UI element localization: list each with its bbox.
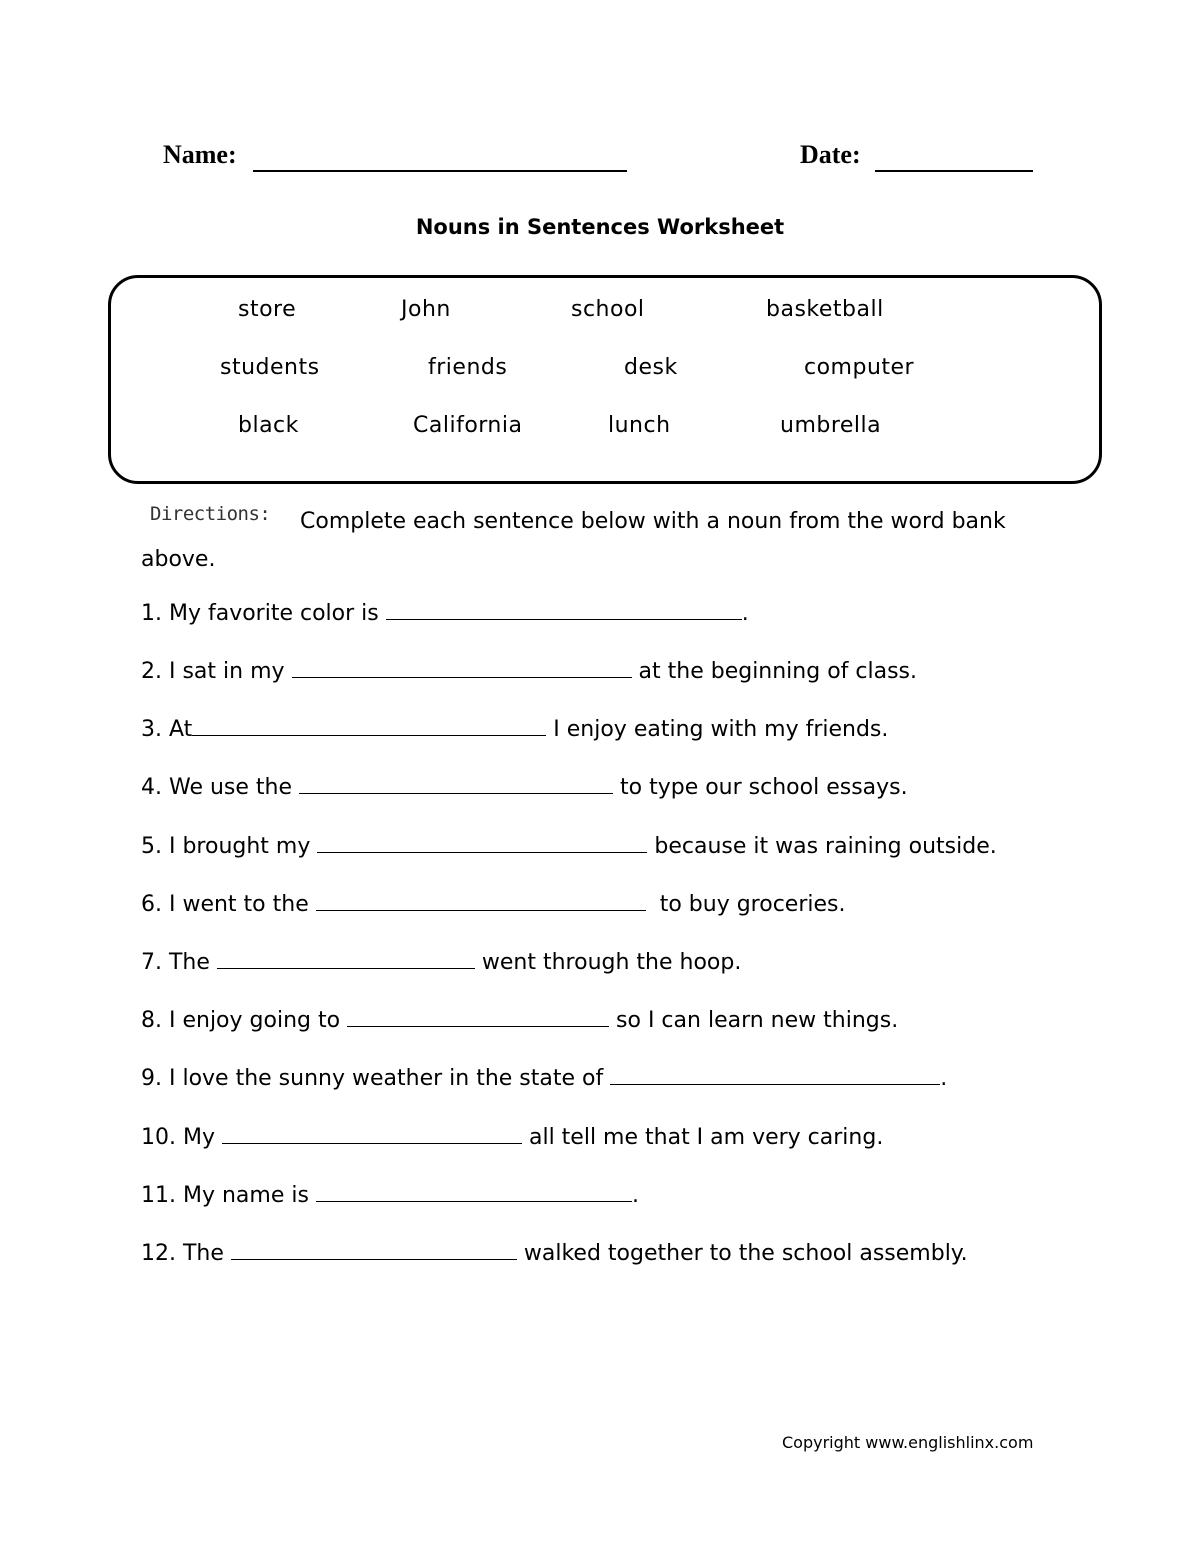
question-text: 1. My favorite color is: [141, 601, 386, 626]
question-text: 2. I sat in my: [141, 659, 292, 684]
question-text: 11. My name is: [141, 1183, 316, 1208]
word-bank-word: friends: [428, 355, 508, 380]
question-text: 10. My: [141, 1125, 222, 1150]
question-3: [141, 715, 888, 745]
answer-blank[interactable]: [217, 948, 475, 969]
question-11: [141, 1181, 639, 1211]
question-text: 3. At: [141, 717, 193, 742]
word-bank-word: California: [413, 413, 523, 438]
question-text: I enjoy eating with my friends.: [546, 717, 889, 742]
answer-blank[interactable]: [231, 1239, 517, 1260]
date-field[interactable]: [875, 170, 1033, 172]
date-label: Date:: [800, 140, 861, 169]
question-text: went through the hoop.: [474, 950, 742, 975]
answer-blank[interactable]: [299, 773, 613, 794]
worksheet-title: Nouns in Sentences Worksheet: [415, 215, 785, 239]
question-text: to buy groceries.: [645, 892, 846, 917]
word-bank-word: black: [238, 413, 299, 438]
answer-blank[interactable]: [386, 599, 742, 620]
question-text: .: [631, 1183, 639, 1208]
question-10: [141, 1123, 883, 1153]
question-12: [141, 1239, 968, 1269]
question-2: [141, 657, 917, 687]
answer-blank[interactable]: [192, 715, 546, 736]
question-text: .: [741, 601, 749, 626]
answer-blank[interactable]: [316, 1181, 632, 1202]
answer-blank[interactable]: [316, 890, 646, 911]
answer-blank[interactable]: [610, 1064, 940, 1085]
name-label: Name:: [163, 140, 237, 169]
question-text: 12. The: [141, 1241, 231, 1266]
question-text: .: [940, 1066, 948, 1091]
question-4: [141, 773, 908, 803]
question-text: walked together to the school assembly.: [516, 1241, 968, 1266]
question-6: [141, 890, 846, 920]
word-bank-word: basketball: [766, 297, 884, 322]
word-bank-word: umbrella: [780, 413, 882, 438]
word-bank-word: desk: [624, 355, 678, 380]
word-bank-word: lunch: [608, 413, 671, 438]
word-bank-word: computer: [804, 355, 915, 380]
word-bank-word: school: [571, 297, 645, 322]
question-9: [141, 1064, 947, 1094]
directions-label: Directions:: [150, 503, 271, 525]
question-text: all tell me that I am very caring.: [521, 1125, 884, 1150]
question-text: 5. I brought my: [141, 834, 318, 859]
word-bank-word: store: [238, 297, 297, 322]
directions-text: Complete each sentence below with a noun from the word bank above.: [141, 509, 1006, 572]
copyright-footer: Copyright www.englishlinx.com: [782, 1433, 1034, 1452]
word-bank-box: [108, 275, 1102, 484]
question-5: [141, 832, 997, 862]
answer-blank[interactable]: [222, 1123, 522, 1144]
answer-blank[interactable]: [347, 1006, 609, 1027]
question-8: [141, 1006, 898, 1036]
question-text: 4. We use the: [141, 775, 300, 800]
word-bank-word: students: [220, 355, 320, 380]
question-text: because it was raining outside.: [647, 834, 997, 859]
question-text: 7. The: [141, 950, 217, 975]
question-text: to type our school essays.: [613, 775, 908, 800]
word-bank-word: John: [401, 297, 451, 322]
question-1: [141, 599, 749, 629]
question-text: at the beginning of class.: [631, 659, 918, 684]
answer-blank[interactable]: [292, 657, 632, 678]
question-text: so I can learn new things.: [609, 1008, 899, 1033]
question-text: 6. I went to the: [141, 892, 316, 917]
question-text: 9. I love the sunny weather in the state of: [141, 1066, 611, 1091]
question-7: [141, 948, 741, 978]
name-field[interactable]: [253, 170, 627, 172]
question-text: 8. I enjoy going to: [141, 1008, 348, 1033]
answer-blank[interactable]: [317, 832, 647, 853]
